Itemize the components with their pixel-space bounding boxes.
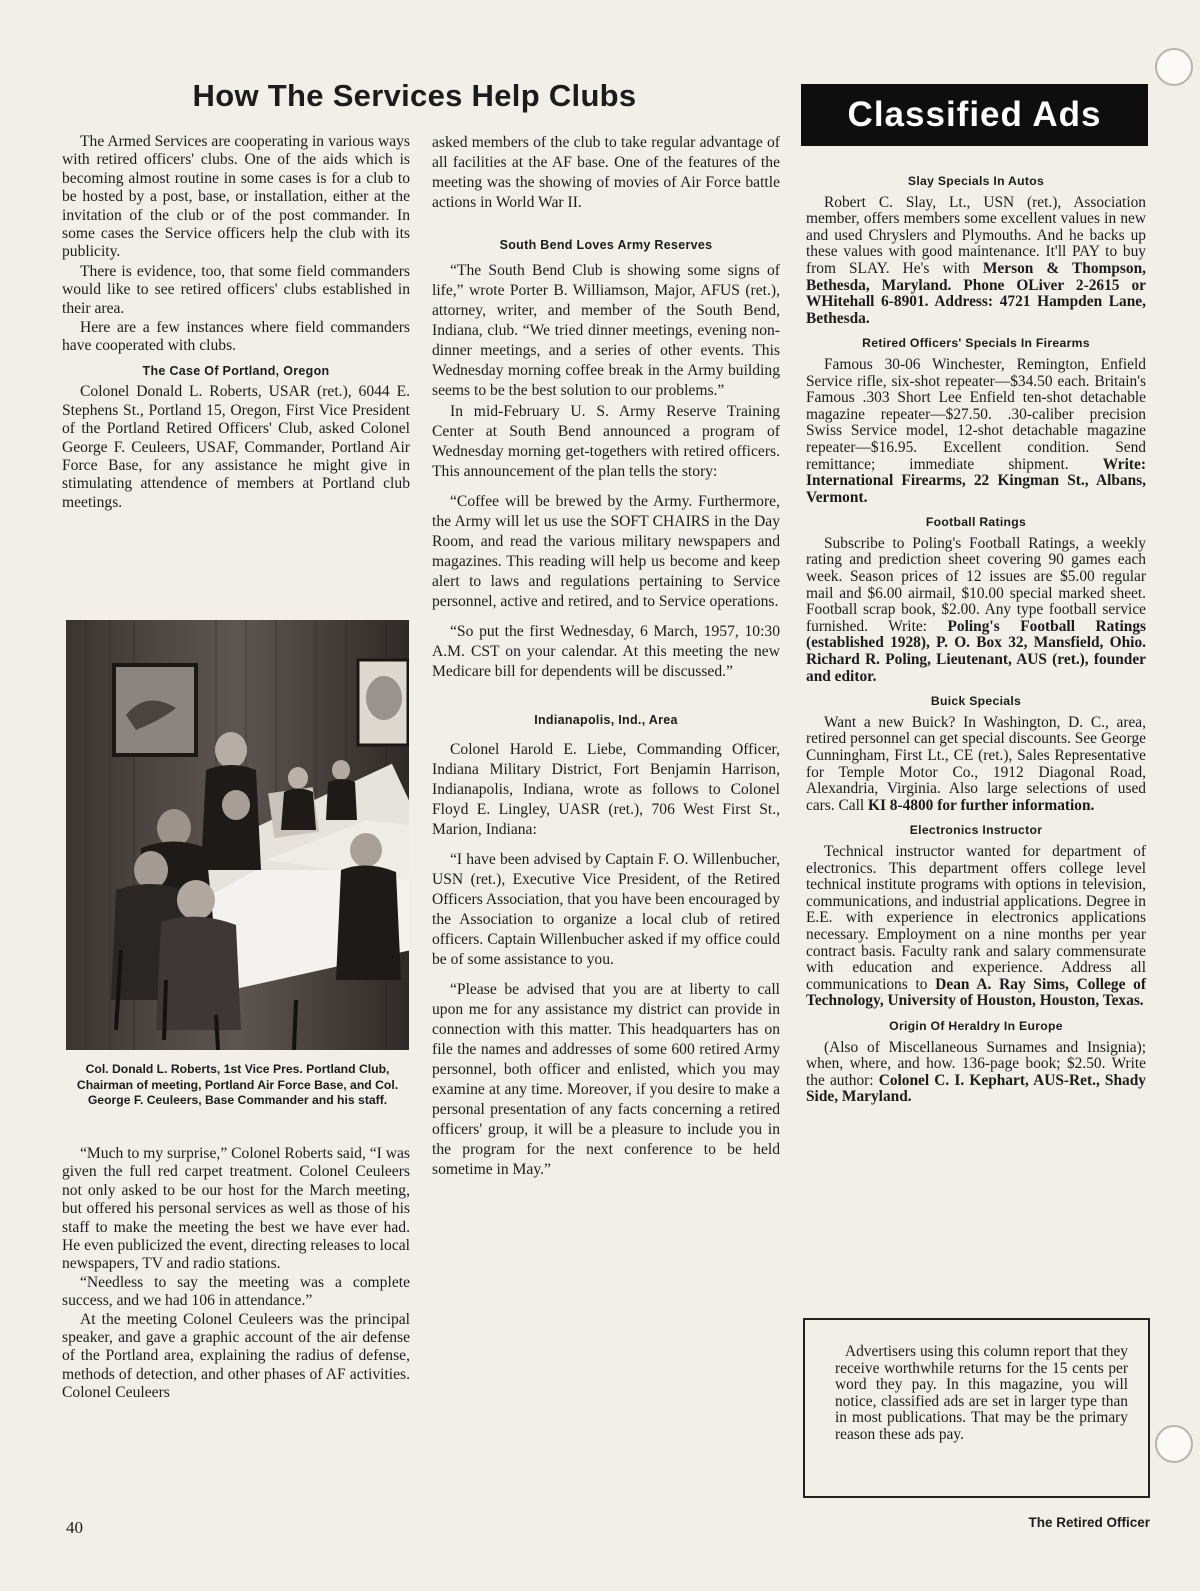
paragraph: Colonel Harold E. Liebe, Commanding Officer, Indiana Military District, Fort Benjamin Harrison, Indianapolis, Indiana, wrote as follows to Colonel Floyd E. Lingley, UASR (ret.), 706 West First St., Marion, Indiana: <box>432 741 780 838</box>
meeting-photo <box>66 620 409 1050</box>
paragraph: There is evidence, too, that some field commanders would like to see retired officers' clubs established in their area. <box>62 262 410 317</box>
ad-body <box>806 844 1146 1010</box>
meeting-photo-illustration <box>66 620 409 1050</box>
ad-body <box>806 195 1146 328</box>
ad-text: Famous 30-06 Winchester, Remington, Enfield Service rifle, six-shot repeater—$34.50 each. Britain's Famous .303 Short Lee Enfield ten-shot detachable magazine repeater—$27.50. .30-caliber precision Swiss Service model, 12-shot detachable magazine repeater—$16.95. Excellent condition. Send remittance; immediate shipment. <box>806 355 1146 473</box>
ad-body <box>806 536 1146 685</box>
paragraph: asked members of the club to take regular advantage of all facilities at the AF base. One of the features of the meeting was the showing of movies of Air Force battle actions in World War II. <box>432 134 780 211</box>
punch-hole-top <box>1155 48 1193 86</box>
paragraph: Colonel Donald L. Roberts, USAR (ret.), 6044 E. Stephens St., Portland 15, Oregon, First Vice President of the Portland Retired Officers' Club, asked Colonel George F. Ceuleers, USAF, Commander, Portland Air Force Base, for any assistance he might give in stimulating attendence of members at Portland club meetings. <box>62 383 410 511</box>
paragraph: “Much to my surprise,” Colonel Roberts said, “I was given the full red carpet treatment. Colonel Ceuleers not only asked to be our host for the March meeting, but offered his personal services as well as those of his staff to make the meeting the best we have ever had. He even publicized the event, directing releases to local newspapers, TV and radio stations. <box>62 1145 411 1273</box>
article-column-1 <box>62 133 410 512</box>
photo-caption: Col. Donald L. Roberts, 1st Vice Pres. Portland Club, Chairman of meeting, Portland Air Force Base, and Col. George F. Ceuleers, Base Commander and his staff. <box>76 1062 399 1108</box>
ad-text: Robert C. Slay, Lt., USN (ret.), Association member, offers members some excellent values in new and used Chryslers and Plymouths. And he backs up these values with good maintenance. It'll PAY to buy from SLAY. He's with <box>806 193 1146 277</box>
magazine-name: The Retired Officer <box>1028 1515 1150 1530</box>
ad-contact: Write: International Firearms, 22 Kingman St., Albans, Vermont. <box>806 455 1146 506</box>
ad-title: Electronics Instructor <box>909 823 1043 838</box>
page-number: 40 <box>66 1518 83 1537</box>
paragraph: “Please be advised that you are at liberty to call upon me for any assistance my district can provide in connection with this matter. This headquarters has on file the names and addresses of some 600 retired Army personnel, both officer and enlisted, which you may examine at any time. Moreover, if you desire to make a personal presentation of any facts concerning a retired officers' group, it will be a pleasure to include you in the program for the next conference to be held sometime in May.” <box>432 981 780 1178</box>
ad-title: Origin Of Heraldry In Europe <box>889 1018 1063 1033</box>
ad-title: Football Ratings <box>925 515 1027 530</box>
ad-contact: Poling's Football Ratings (established 1928), P. O. Box 32, Mansfield, Ohio. Richard R. Poling, Lieutenant, AUS (ret.), founder and editor. <box>806 617 1147 685</box>
advertiser-note: Advertisers using this column report that they receive worthwhile returns for the 15 cents per word they pay. In this magazine, you will notice, classified ads are set in larger type than in most publications. That may be the primary reason these ads pay. <box>835 1343 1128 1443</box>
paragraph: “Needless to say the meeting was a complete success, and we had 106 in attendance.” <box>62 1273 410 1310</box>
ad-contact: Colonel C. I. Kephart, AUS-Ret., Shady Side, Maryland. <box>806 1071 1147 1106</box>
classified-ads-banner: Classified Ads <box>801 84 1148 146</box>
ad-body <box>806 715 1146 815</box>
article-column-2 <box>432 133 780 1180</box>
subhead-indianapolis: Indianapolis, Ind., Area <box>534 713 678 727</box>
advertiser-note-box <box>803 1318 1150 1498</box>
ad-contact: Merson & Thompson, Bethesda, Maryland. Phone OLiver 2-2615 or WHitehall 6-8901. Address: 4721 Hampden Lane, Bethesda. <box>806 259 1146 327</box>
punch-hole-bottom <box>1155 1425 1193 1463</box>
subhead-south-bend: South Bend Loves Army Reserves <box>499 238 713 252</box>
ad-contact: KI 8-4800 for further information. <box>867 796 1095 814</box>
paragraph: “I have been advised by Captain F. O. Willenbucher, USN (ret.), Executive Vice President, of the Retired Officers Association, that you have been encouraged by the Association to organize a local club of retired officers. Captain Willenbucher asked if my office could be of some assistance to you. <box>432 851 780 968</box>
ad-text: Want a new Buick? In Washington, D. C., area, retired personnel can get special discounts. See George Cunningham, First Lt., CE (ret.), Sales Representative for Temple Motor Co., 1912 Diagonal Road, Alexandria, Virginia. Also large selections of used cars. Call <box>806 713 1146 814</box>
ad-title: Retired Officers' Specials In Firearms <box>862 336 1090 351</box>
ad-body <box>806 1040 1146 1106</box>
subhead-portland: The Case Of Portland, Oregon <box>142 363 330 378</box>
paragraph: In mid-February U. S. Army Reserve Training Center at South Bend announced a program of Wednesday morning get-togethers with retired officers. This announcement of the plan tells the story: <box>432 403 780 480</box>
paragraph: “So put the first Wednesday, 6 March, 1957, 10:30 A.M. CST on your calendar. At this meeting the new Medicare bill for dependents will be discussed.” <box>432 623 780 680</box>
article-headline: How The Services Help Clubs <box>192 78 637 113</box>
ad-text: (Also of Miscellaneous Surnames and Insignia); when, where, and how. 136-page book; $2.50. Write the author: <box>806 1038 1146 1089</box>
paragraph: At the meeting Colonel Ceuleers was the principal speaker, and gave a graphic account of the air defense of the Portland area, explaining the radius of defense, methods of detection, and other phases of AF activities. Colonel Ceuleers <box>62 1310 410 1402</box>
ad-text: Subscribe to Poling's Football Ratings, a weekly rating and prediction sheet covering 90 games each week. Season prices of 12 issues are $5.00 regular mail and $6.00 airmail, $10.00 special marked sheet. Football scrap book, $2.00. Any type football service furnished. Write: <box>806 534 1146 635</box>
ad-body <box>806 357 1146 506</box>
ad-title: Buick Specials <box>930 694 1022 709</box>
classified-column <box>806 168 1146 1106</box>
paragraph: “The South Bend Club is showing some signs of life,” wrote Porter B. Williamson, Major, AFUS (ret.), attorney, writer, and member of the South Bend, Indiana, club. “We tried dinner meetings, evening non-dinner meetings, and a series of other events. This Wednesday morning coffee break in the Army building seems to be the best solution to our problems.” <box>432 262 780 399</box>
paragraph: Here are a few instances where field commanders have cooperated with clubs. <box>62 319 410 355</box>
ad-text: Technical instructor wanted for department of electronics. This department offers college level technical institute programs with options in television, communications, and industrial applications. Degree in E.E. with experience in electronics applications necessary. Employment on a nine months per year contract basis. Faculty rank and salary commensurate with education and experience. Address all communications to <box>806 842 1146 993</box>
paragraph: “Coffee will be brewed by the Army. Furthermore, the Army will let us use the SOFT CHAIRS in the Day Room, and read the various military newspapers and magazines. This reading will help us become and keep alert to laws and regulations pertaining to Service personnel, active and retired, and to Service operations. <box>432 493 780 610</box>
ad-contact: Dean A. Ray Sims, College of Technology, University of Houston, Houston, Texas. <box>806 975 1146 1010</box>
article-column-1-continued <box>62 1145 410 1403</box>
ad-title: Slay Specials In Autos <box>907 174 1045 188</box>
paragraph: The Armed Services are cooperating in various ways with retired officers' clubs. One of the aids which is becoming almost routine in some cases is for a club to be hosted by a post, base, or installation, either at the invitation of the club or of the post commander. In some cases the Service officers help the club with its publicity. <box>62 133 410 261</box>
